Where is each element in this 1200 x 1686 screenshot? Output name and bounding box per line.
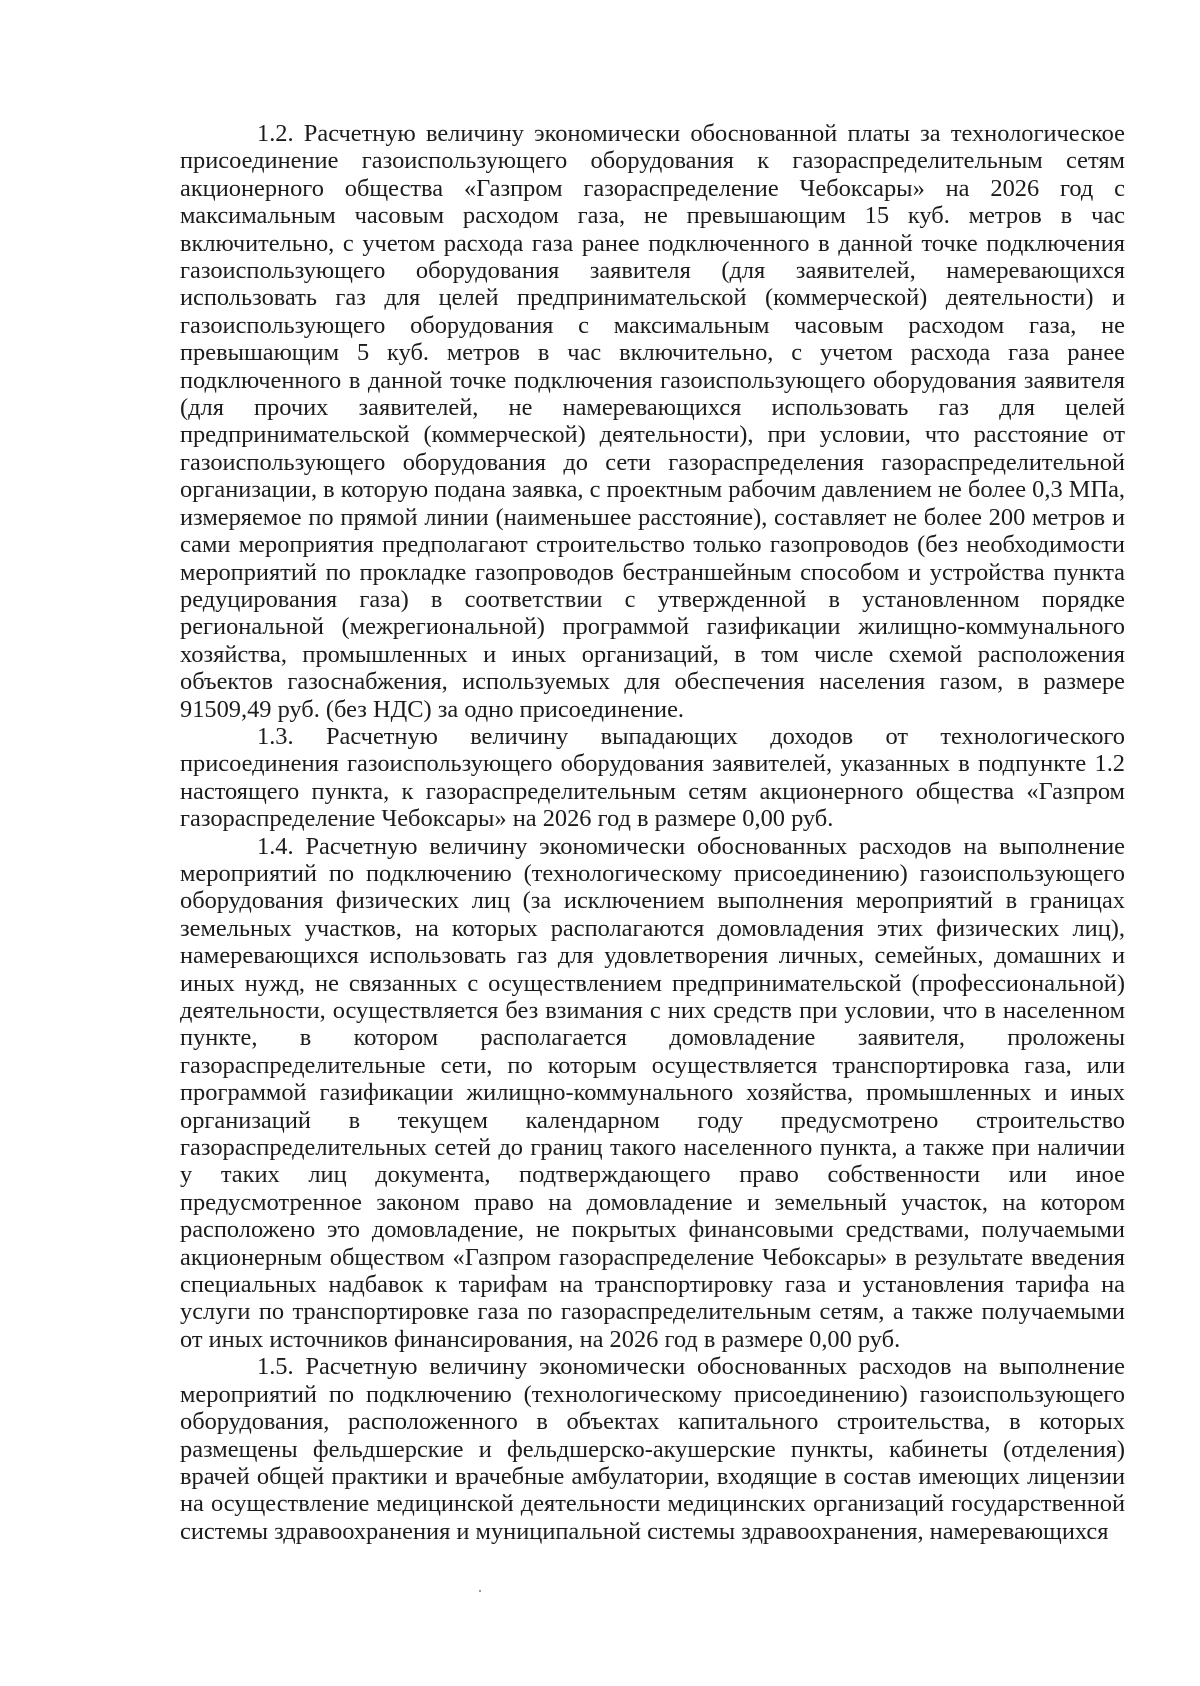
paragraph-1-4: 1.4. Расчетную величину экономически обоснованных расходов на выполнение мероприятий по подключению (технологическому присоединению) газоиспользующего оборудования физических лиц (за исключением выполнения мероприятий в границах земельных участков, на которых располагаются домовладения этих физических лиц), намеревающихся использовать газ для удовлетворения личных, семейных, домашних и иных нужд, не связанных с осуществлением предпринимательской (профессиональной) деятельности, осуществляется без взимания с них средств при условии, что в населенном пункте, в котором располагается домовладение заявителя, проложены газораспределительные сети, по которым осуществляется транспортировка газа, или программой газификации жилищно-коммунального хозяйства, промышленных и иных организаций в текущем календарном году предусмотрено строительство газораспределительных сетей до границ такого населенного пункта, а также при наличии у таких лиц документа, подтверждающего право собственности или иное предусмотренное законом право на домовладение и земельный участок, на котором расположено это домовладение, не покрытых финансовыми средствами, получаемыми акционерным обществом «Газпром газораспределение Чебоксары» в результате введения специальных надбавок к тарифам на транспортировку газа и установления тарифа на услуги по транспортировке газа по газораспределительным сетям, а также получаемыми от иных источников финансирования, на 2026 год в размере 0,00 руб.: [180, 832, 1125, 1353]
document-page: [180, 120, 1125, 1545]
paragraph-1-3: 1.3. Расчетную величину выпадающих доходов от технологического присоединения газоиспользующего оборудования заявителей, указанных в подпункте 1.2 настоящего пункта, к газораспределительным сетям акционерного общества «Газпром газораспределение Чебоксары» на 2026 год в размере 0,00 руб.: [180, 722, 1125, 833]
paragraph-1-2: 1.2. Расчетную величину экономически обоснованной платы за технологическое присоединение газоиспользующего оборудования к газораспределительным сетям акционерного общества «Газпром газораспределение Чебоксары» на 2026 год с максимальным часовым расходом газа, не превышающим 15 куб. метров в час включительно, с учетом расхода газа ранее подключенного в данной точке подключения газоиспользующего оборудования заявителя (для заявителей, намеревающихся использовать газ для целей предпринимательской (коммерческой) деятельности) и газоиспользующего оборудования с максимальным часовым расходом газа, не превышающим 5 куб. метров в час включительно, с учетом расхода газа ранее подключенного в данной точке подключения газоиспользующего оборудования заявителя (для прочих заявителей, не намеревающихся использовать газ для целей предпринимательской (коммерческой) деятельности), при условии, что расстояние от газоиспользующего оборудования до сети газораспределения газораспределительной организации, в которую подана заявка, с проектным рабочим давлением не более 0,3 МПа, измеряемое по прямой линии (наименьшее расстояние), составляет не более 200 метров и сами мероприятия предполагают строительство только газопроводов (без необходимости мероприятий по прокладке газопроводов бестраншейным способом и устройства пункта редуцирования газа) в соответствии с утвержденной в установленном порядке региональной (межрегиональной) программой газификации жилищно-коммунального хозяйства, промышленных и иных организаций, в том числе схемой расположения объектов газоснабжения, используемых для обеспечения населения газом, в размере 91509,49 руб. (без НДС) за одно присоединение.: [180, 120, 1125, 723]
scan-artifact-dot: [479, 1590, 481, 1592]
paragraph-1-5: 1.5. Расчетную величину экономически обоснованных расходов на выполнение мероприятий по подключению (технологическому присоединению) газоиспользующего оборудования, расположенного в объектах капитального строительства, в которых размещены фельдшерские и фельдшерско-акушерские пункты, кабинеты (отделения) врачей общей практики и врачебные амбулатории, входящие в состав имеющих лицензии на осуществление медицинской деятельности медицинских организаций государственной системы здравоохранения и муниципальной системы здравоохранения, намеревающихся: [180, 1353, 1125, 1545]
